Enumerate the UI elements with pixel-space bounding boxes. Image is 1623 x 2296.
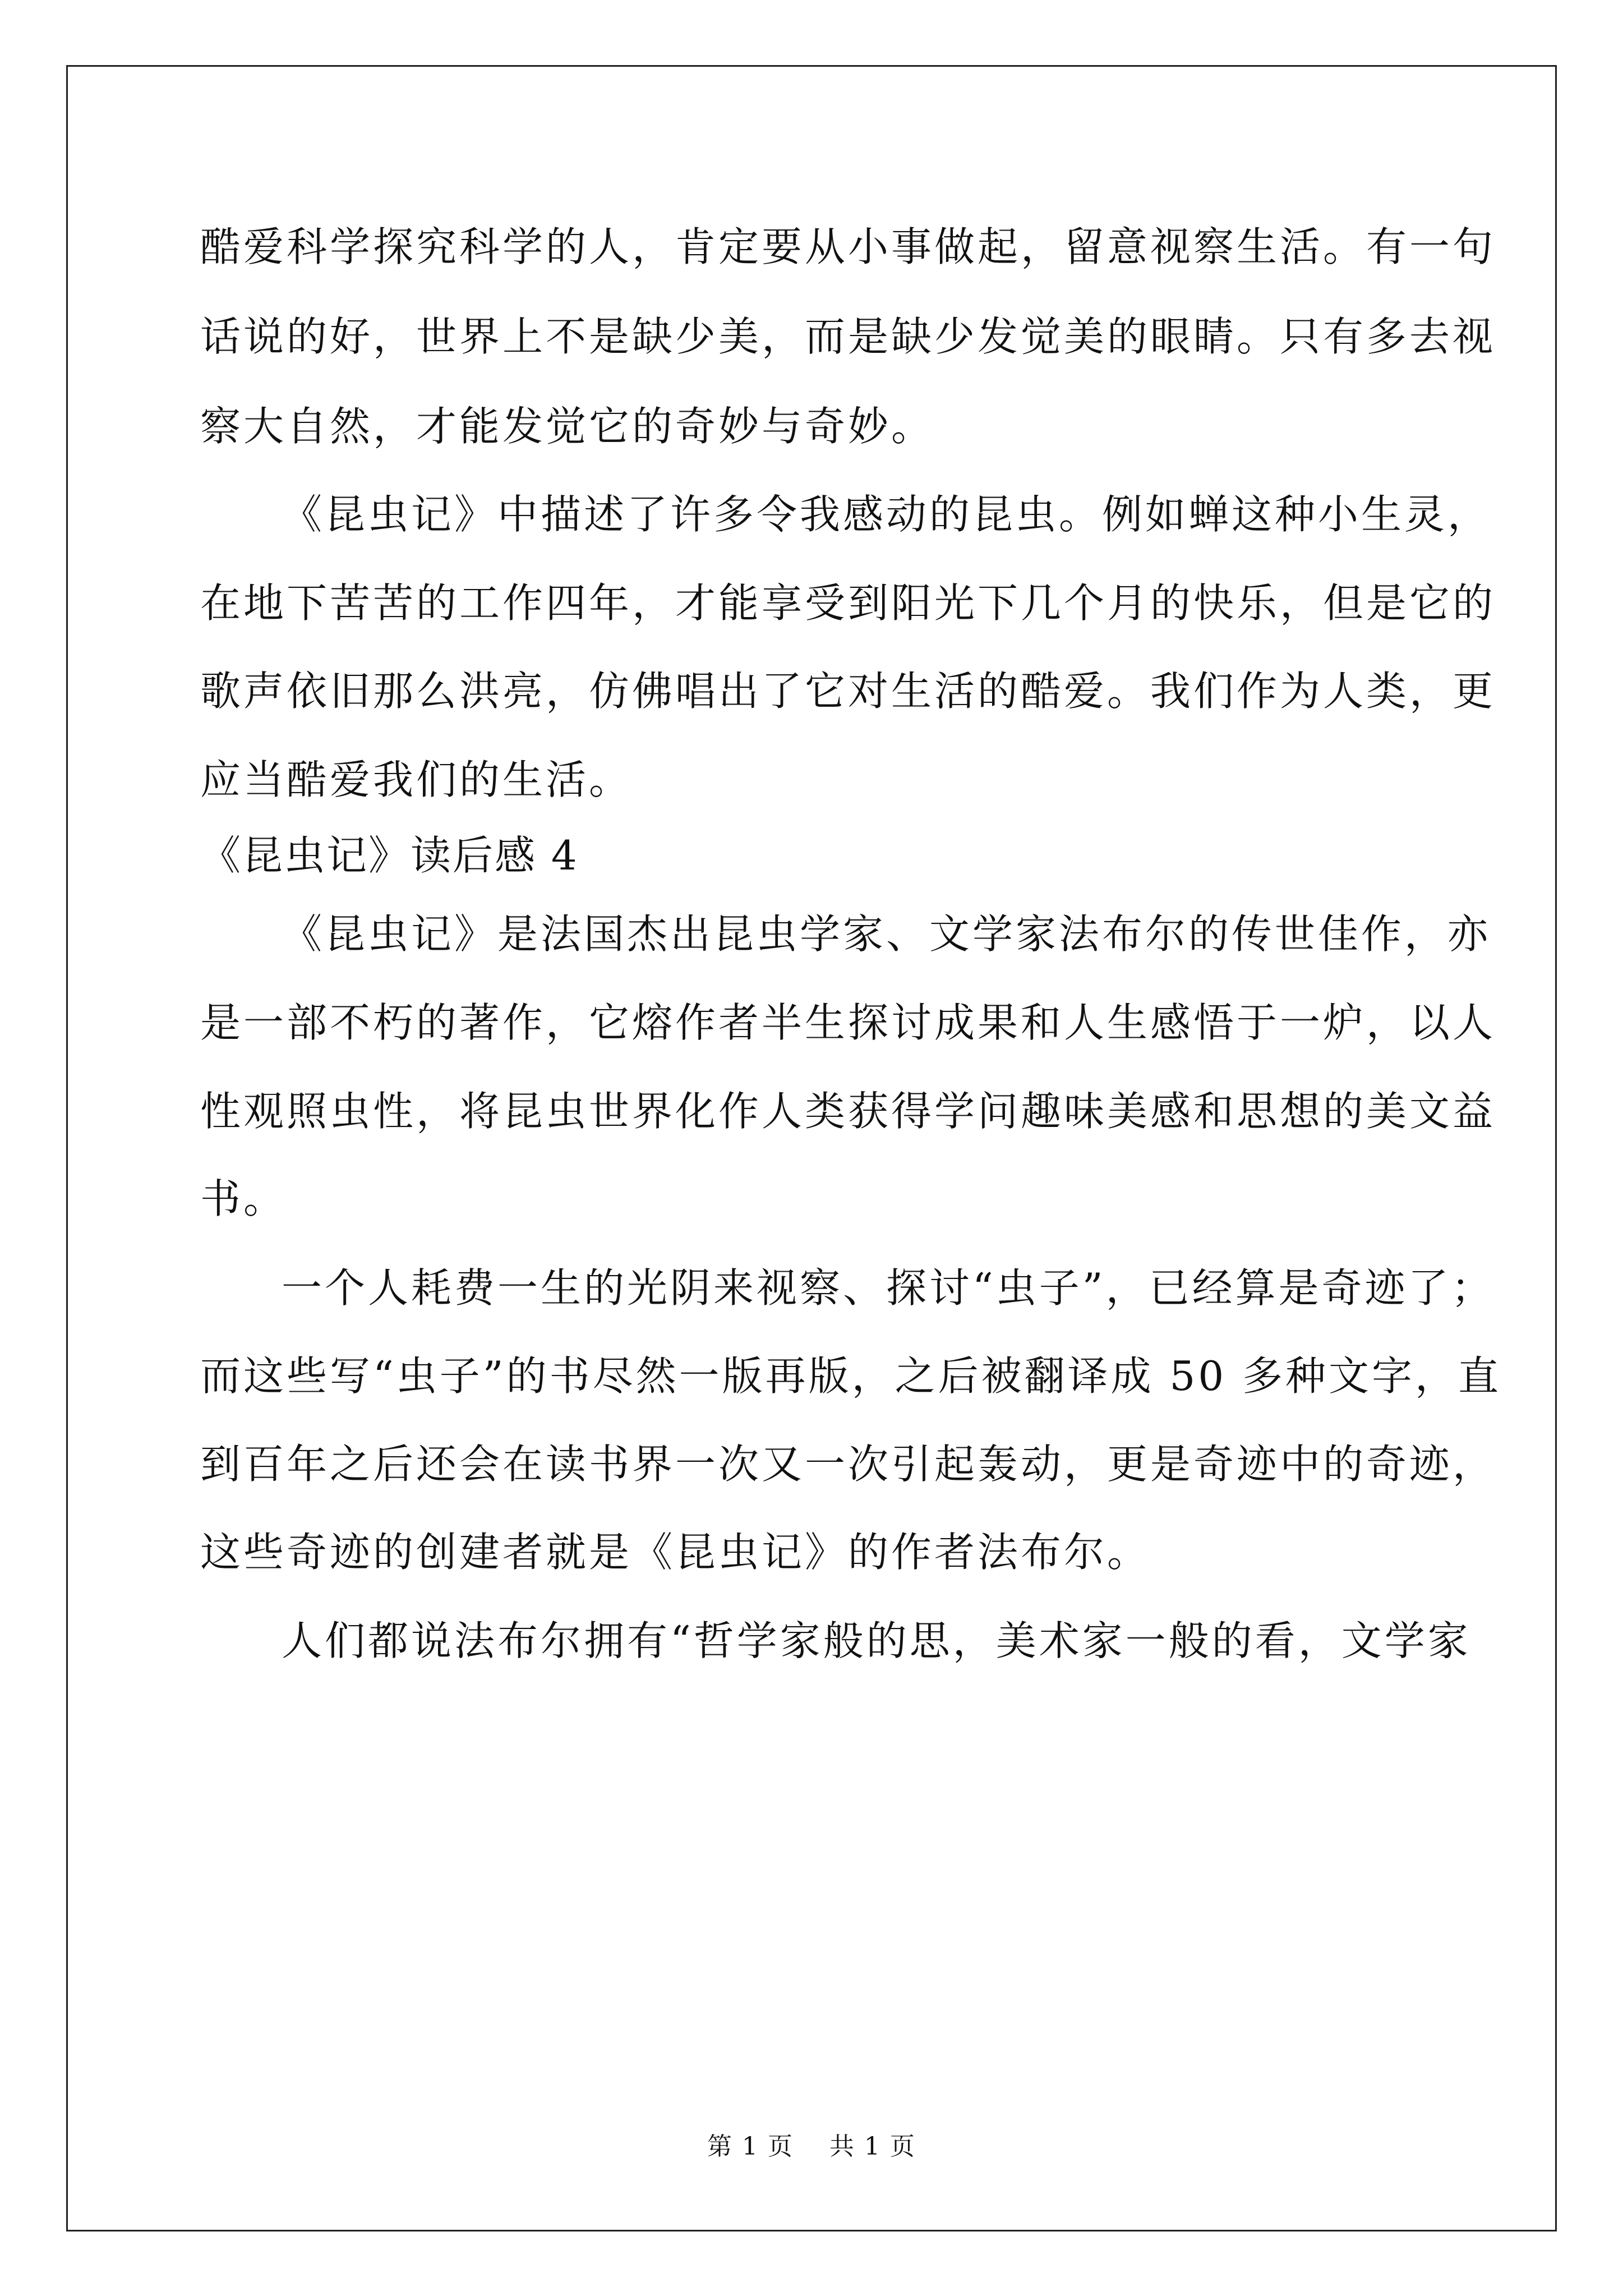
paragraph-4-line-2: 而这些写“虫子”的书尽然一版再版，之后被翻译成 50 多种文字，直 bbox=[200, 1352, 1502, 1400]
paragraph-2-line-2: 在地下苦苦的工作四年，才能享受到阳光下几个月的快乐，但是它的 bbox=[200, 579, 1496, 627]
paragraph-3-line-4: 书。 bbox=[200, 1175, 287, 1222]
paragraph-4-line-1: 一个人耗费一生的光阴来视察、探讨“虫子”，已经算是奇迹了； bbox=[282, 1264, 1495, 1312]
paragraph-3-line-2: 是一部不朽的著作，它熔作者半生探讨成果和人生感悟于一炉，以人 bbox=[200, 999, 1496, 1046]
paragraph-1-line-2: 话说的好，世界上不是缺少美，而是缺少发觉美的眼睛。只有多去视 bbox=[200, 313, 1496, 360]
paragraph-1-line-3: 察大自然，才能发觉它的奇妙与奇妙。 bbox=[200, 403, 935, 450]
paragraph-2-line-1: 《昆虫记》中描述了许多令我感动的昆虫。例如蝉这种小生灵， bbox=[282, 491, 1491, 538]
paragraph-2-line-3: 歌声依旧那么洪亮，仿佛唱出了它对生活的酷爱。我们作为人类，更 bbox=[200, 668, 1496, 715]
paragraph-5-line-1: 人们都说法布尔拥有“哲学家般的思，美术家一般的看，文学家 bbox=[282, 1617, 1471, 1664]
paragraph-3-line-3: 性观照虫性，将昆虫世界化作人类获得学问趣味美感和思想的美文益 bbox=[200, 1088, 1496, 1135]
paragraph-2-line-4: 应当酷爱我们的生活。 bbox=[200, 756, 633, 803]
paragraph-4-line-4: 这些奇迹的创建者就是《昆虫记》的作者法布尔。 bbox=[200, 1529, 1151, 1576]
page-border bbox=[66, 65, 1557, 2231]
paragraph-1-line-1: 酷爱科学探究科学的人，肯定要从小事做起，留意视察生活。有一句 bbox=[200, 223, 1496, 270]
section-heading: 《昆虫记》读后感 4 bbox=[200, 832, 579, 879]
paragraph-3-line-1: 《昆虫记》是法国杰出昆虫学家、文学家法布尔的传世佳作，亦 bbox=[282, 910, 1491, 958]
paragraph-4-line-3: 到百年之后还会在读书界一次又一次引起轰动，更是奇迹中的奇迹， bbox=[200, 1441, 1496, 1488]
page-number-footer: 第 1 页 共 1 页 bbox=[707, 2132, 916, 2161]
